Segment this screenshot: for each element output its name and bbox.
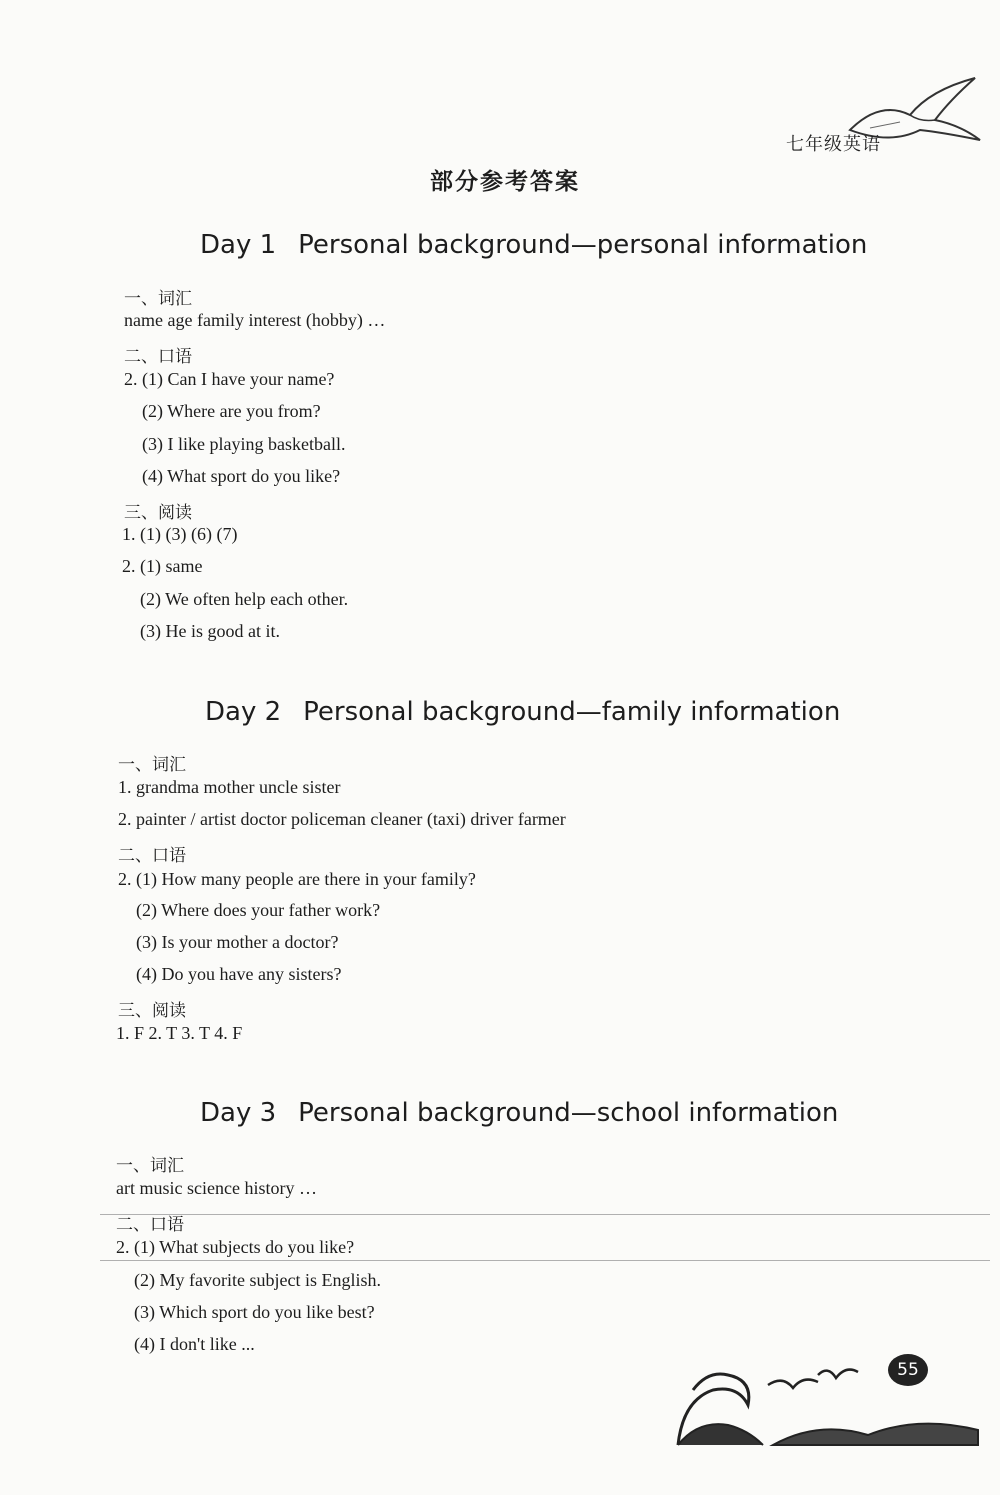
day-topic: Personal background—family information xyxy=(303,697,841,727)
answer-line: (3) Which sport do you like best? xyxy=(134,1302,375,1322)
answer-line: 2. painter / artist doctor policeman cleaner (taxi) driver farmer xyxy=(118,809,566,829)
day-label: Day 3 xyxy=(200,1098,277,1128)
section-heading: 三、阅读 xyxy=(124,503,192,523)
day-label: Day 1 xyxy=(200,230,277,260)
answer-line: (3) He is good at it. xyxy=(140,621,280,641)
answer-line: (2) Where are you from? xyxy=(142,401,321,421)
answer-line: (3) I like playing basketball. xyxy=(142,434,346,454)
divider xyxy=(100,1214,990,1215)
page-number: 55 xyxy=(888,1354,928,1386)
day-topic: Personal background—school information xyxy=(298,1098,839,1128)
answer-line: name age family interest (hobby) … xyxy=(124,310,386,330)
day-label: Day 2 xyxy=(205,697,282,727)
section-heading: 一、词汇 xyxy=(116,1156,184,1176)
answer-line: 1. F 2. T 3. T 4. F xyxy=(116,1023,243,1043)
book-title: 七年级英语 xyxy=(786,134,881,155)
answer-line: (4) Do you have any sisters? xyxy=(136,964,342,984)
answer-line: 2. (1) How many people are there in your family? xyxy=(118,869,476,889)
answer-line: (3) Is your mother a doctor? xyxy=(136,932,339,952)
day-2-title xyxy=(205,697,840,727)
answer-line: (4) I don't like ... xyxy=(134,1334,255,1354)
answer-line: (2) My favorite subject is English. xyxy=(134,1270,381,1290)
section-heading: 三、阅读 xyxy=(118,1001,186,1021)
section-heading: 二、口语 xyxy=(124,347,192,367)
day-1-title xyxy=(200,230,867,260)
day-topic: Personal background—personal information xyxy=(298,230,868,260)
day-3-title xyxy=(200,1098,838,1128)
page-heading: 部分参考答案 xyxy=(430,169,580,195)
answer-line: (4) What sport do you like? xyxy=(142,466,341,486)
answer-line: art music science history … xyxy=(116,1178,317,1198)
answer-line: (2) We often help each other. xyxy=(140,589,349,609)
answer-line: 1. (1) (3) (6) (7) xyxy=(122,524,238,544)
divider xyxy=(100,1260,990,1261)
section-heading: 二、口语 xyxy=(118,846,186,866)
answer-line: 2. (1) What subjects do you like? xyxy=(116,1237,355,1257)
answer-line: 2. (1) Can I have your name? xyxy=(124,369,335,389)
answer-line: 2. (1) same xyxy=(122,556,203,576)
answer-line: (2) Where does your father work? xyxy=(136,900,381,920)
section-heading: 二、口语 xyxy=(116,1215,184,1235)
section-heading: 一、词汇 xyxy=(118,755,186,775)
answer-line: 1. grandma mother uncle sister xyxy=(118,777,341,797)
wave-seagull-footer-illustration xyxy=(668,1350,988,1450)
section-heading: 一、词汇 xyxy=(124,289,192,309)
